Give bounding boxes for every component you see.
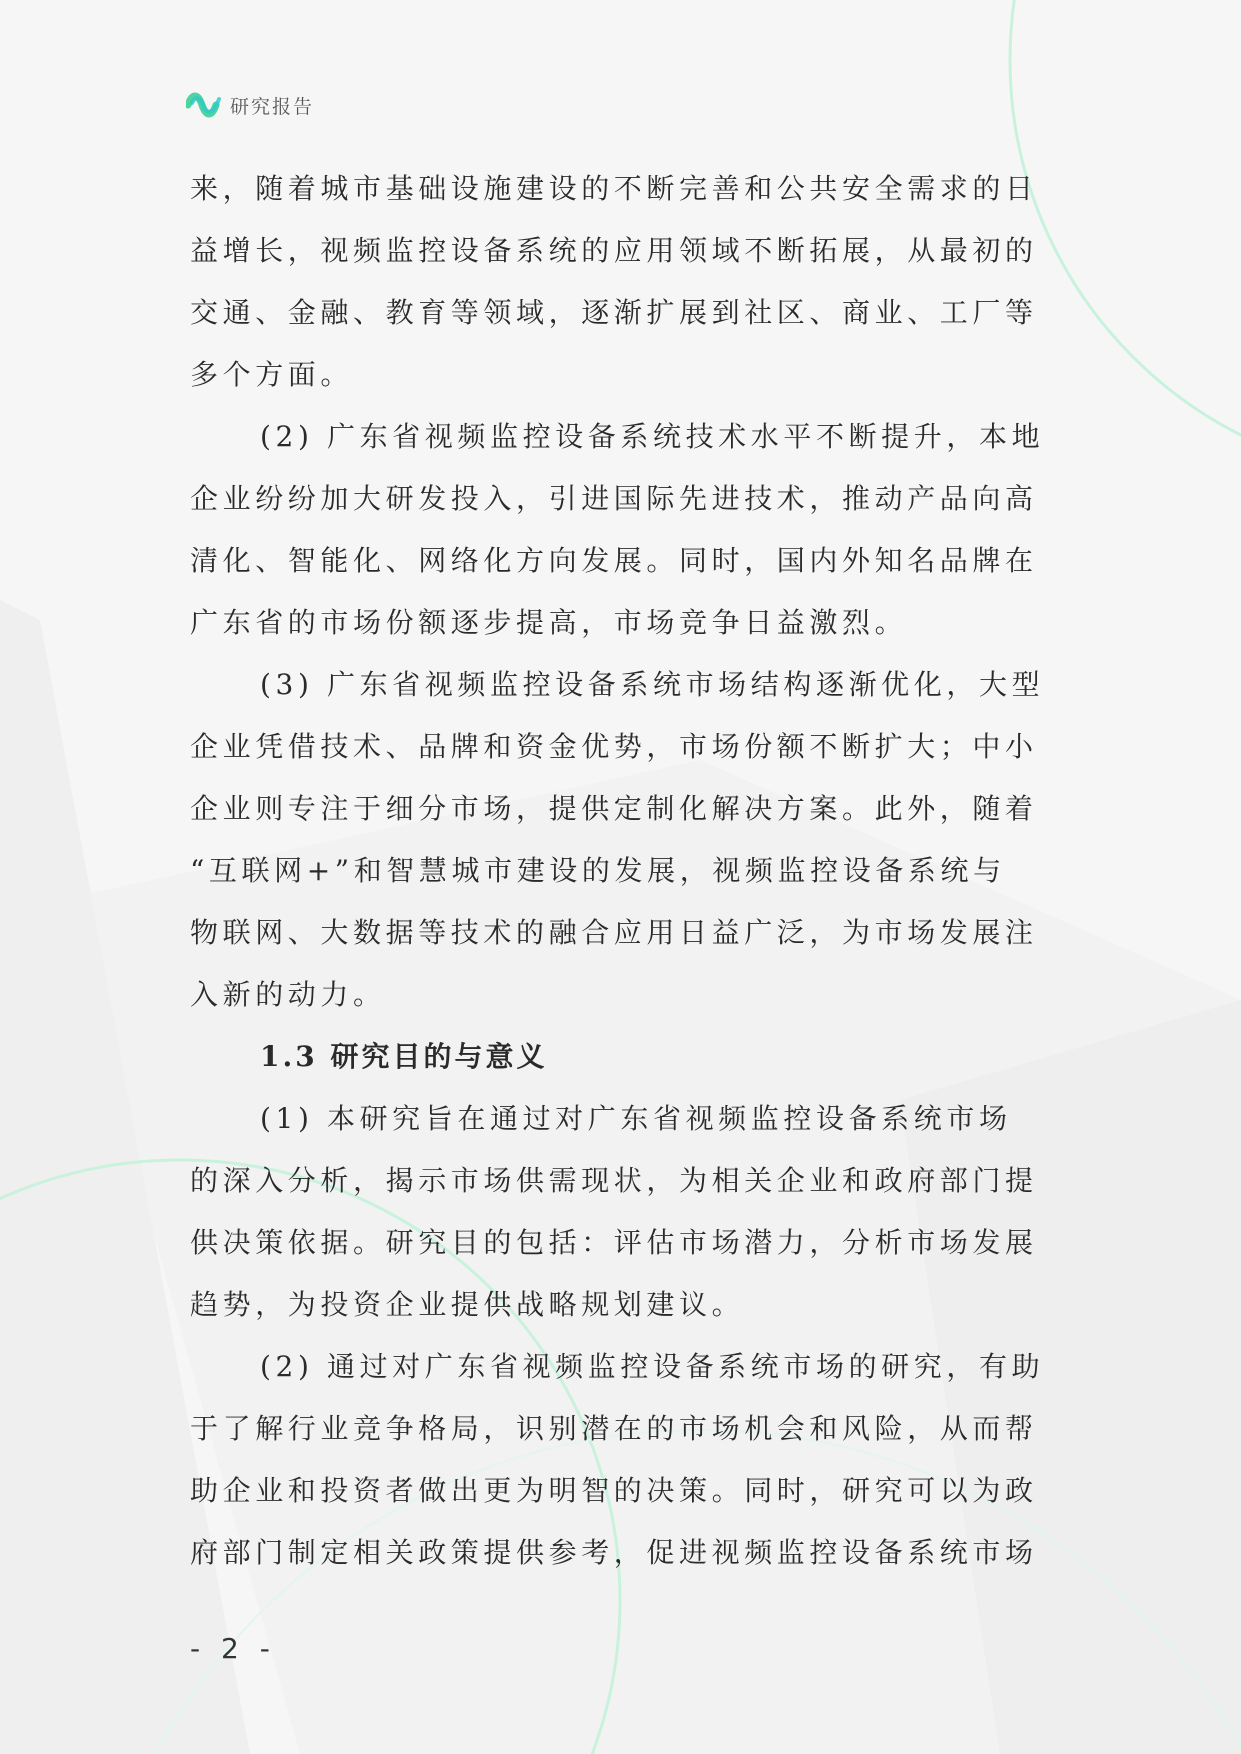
page-number: - 2 - (190, 1632, 276, 1665)
text-line: 入新的动力。 (190, 978, 386, 1011)
green-wave-logo-icon (186, 89, 222, 121)
paragraph-research-purpose (190, 1088, 1052, 1336)
text-line: 府部门制定相关政策提供参考，促进视频监控设备系统市场 (190, 1536, 1038, 1569)
text-line: 益增长，视频监控设备系统的应用领域不断拓展，从最初的 (190, 234, 1038, 267)
text-line: (2) 通过对广东省视频监控设备系统市场的研究，有助 (260, 1350, 1045, 1383)
text-line: 于了解行业竞争格局，识别潜在的市场机会和风险，从而帮 (190, 1412, 1038, 1445)
paragraph-research-significance (190, 1336, 1052, 1584)
section-heading: 1.3 研究目的与意义 (260, 1040, 548, 1073)
text-line: (1) 本研究旨在通过对广东省视频监控设备系统市场 (260, 1102, 1012, 1135)
text-line: “互联网+”和智慧城市建设的发展，视频监控设备系统与 (190, 854, 1006, 887)
text-line: 来，随着城市基础设施建设的不断完善和公共安全需求的日 (190, 172, 1038, 205)
text-line: 清化、智能化、网络化方向发展。同时，国内外知名品牌在 (190, 544, 1038, 577)
text-line: (3) 广东省视频监控设备系统市场结构逐渐优化，大型 (260, 668, 1045, 701)
text-line: 企业凭借技术、品牌和资金优势，市场份额不断扩大；中小 (190, 730, 1038, 763)
paragraph-market-structure (190, 654, 1052, 1026)
text-line: 广东省的市场份额逐步提高，市场竞争日益激烈。 (190, 606, 908, 639)
text-line: 供决策依据。研究目的包括：评估市场潜力，分析市场发展 (190, 1226, 1038, 1259)
paragraph-market-expansion (190, 158, 1052, 406)
text-line: 企业纷纷加大研发投入，引进国际先进技术，推动产品向高 (190, 482, 1038, 515)
text-line: (2) 广东省视频监控设备系统技术水平不断提升，本地 (260, 420, 1045, 453)
text-line: 交通、金融、教育等领域，逐渐扩展到社区、商业、工厂等 (190, 296, 1038, 329)
text-line: 多个方面。 (190, 358, 354, 391)
document-body (190, 158, 1052, 1584)
text-line: 的深入分析，揭示市场供需现状，为相关企业和政府部门提 (190, 1164, 1038, 1197)
text-line: 趋势，为投资企业提供战略规划建议。 (190, 1288, 745, 1321)
header-title: 研究报告 (230, 95, 315, 118)
paragraph-technology-level (190, 406, 1052, 654)
text-line: 物联网、大数据等技术的融合应用日益广泛，为市场发展注 (190, 916, 1038, 949)
text-line: 企业则专注于细分市场，提供定制化解决方案。此外，随着 (190, 792, 1038, 825)
header (186, 88, 314, 122)
text-line: 助企业和投资者做出更为明智的决策。同时，研究可以为政 (190, 1474, 1038, 1507)
